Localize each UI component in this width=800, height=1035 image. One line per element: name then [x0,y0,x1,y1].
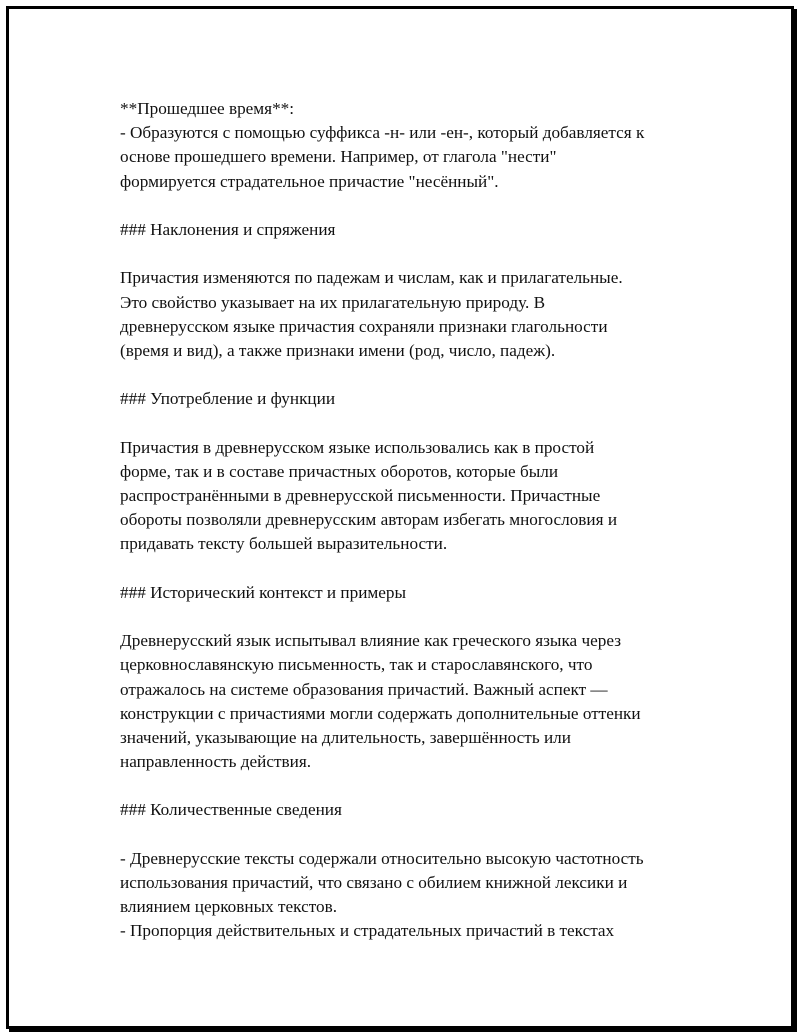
paragraph-spacer [120,823,720,847]
text-line: ### Употребление и функции [120,389,336,409]
paragraph-moods [120,266,720,363]
text-line: - Древнерусские тексты содержали относительно высокую частотность [120,848,644,868]
text-line: (время и вид), а также признаки имени (род, число, падеж). [120,340,556,360]
text-line: Причастия изменяются по падежам и числам, как и прилагательные. [120,268,623,288]
text-line: форме, так и в составе причастных оборотов, которые были [120,461,559,481]
text-line: использования причастий, что связано с обилием книжной лексики и [120,873,628,892]
paragraph-spacer [120,557,720,581]
section-heading-usage [120,387,720,411]
text-line: влиянием церковных текстов. [120,897,337,917]
paragraph-spacer [120,411,720,435]
past-tense-heading [120,97,720,121]
text-line: ### Количественные сведения [120,800,342,820]
text-line: **Прошедшее время**: [120,99,295,118]
text-line: Причастия в древнерусском языке использовались как в простой [120,437,595,457]
page-frame [6,6,794,1029]
text-line: ### Исторический контекст и примеры [120,582,407,602]
section-heading-context [120,581,720,605]
paragraph-context [120,629,720,774]
text-line: распространёнными в древнерусской письменности. Причастные [120,486,601,505]
text-line: ### Наклонения и спряжения [120,219,336,239]
section-heading-moods [120,218,720,242]
paragraph-usage [120,436,720,557]
text-line: Это свойство указывает на их прилагательную природу. В [120,292,546,312]
past-tense-bullet [120,121,720,194]
paragraph-spacer [120,363,720,387]
text-line: придавать тексту большей выразительности. [120,534,448,554]
paragraph-spacer [120,605,720,629]
document-body [120,97,720,944]
section-heading-quantitative [120,798,720,822]
text-line: отражалось на системе образования причастий. Важный аспект — [120,679,608,699]
text-line: конструкции с причастиями могли содержать дополнительные оттенки [120,703,641,723]
text-line: значений, указывающие на длительность, завершённость или [120,727,571,747]
paragraph-spacer [120,194,720,218]
text-line: направленность действия. [120,752,312,772]
text-line: - Пропорция действительных и страдательных причастий в текстах [120,921,615,941]
text-line: церковнославянскую письменность, так и старославянского, что [120,655,593,675]
paragraph-spacer [120,242,720,266]
paragraph-spacer [120,774,720,798]
text-line: формируется страдательное причастие "несённый". [120,171,499,191]
text-line: древнерусском языке причастия сохраняли признаки глагольности [120,316,608,336]
text-line: основе прошедшего времени. Например, от глагола "нести" [120,147,557,167]
text-line: обороты позволяли древнерусским авторам избегать многословия и [120,510,618,530]
quantitative-bullet-2 [120,919,720,943]
text-line: Древнерусский язык испытывал влияние как греческого языка через [120,631,621,651]
text-line: - Образуются с помощью суффикса -н- или -ен-, который добавляется к [120,123,645,143]
quantitative-bullet-1 [120,847,720,920]
